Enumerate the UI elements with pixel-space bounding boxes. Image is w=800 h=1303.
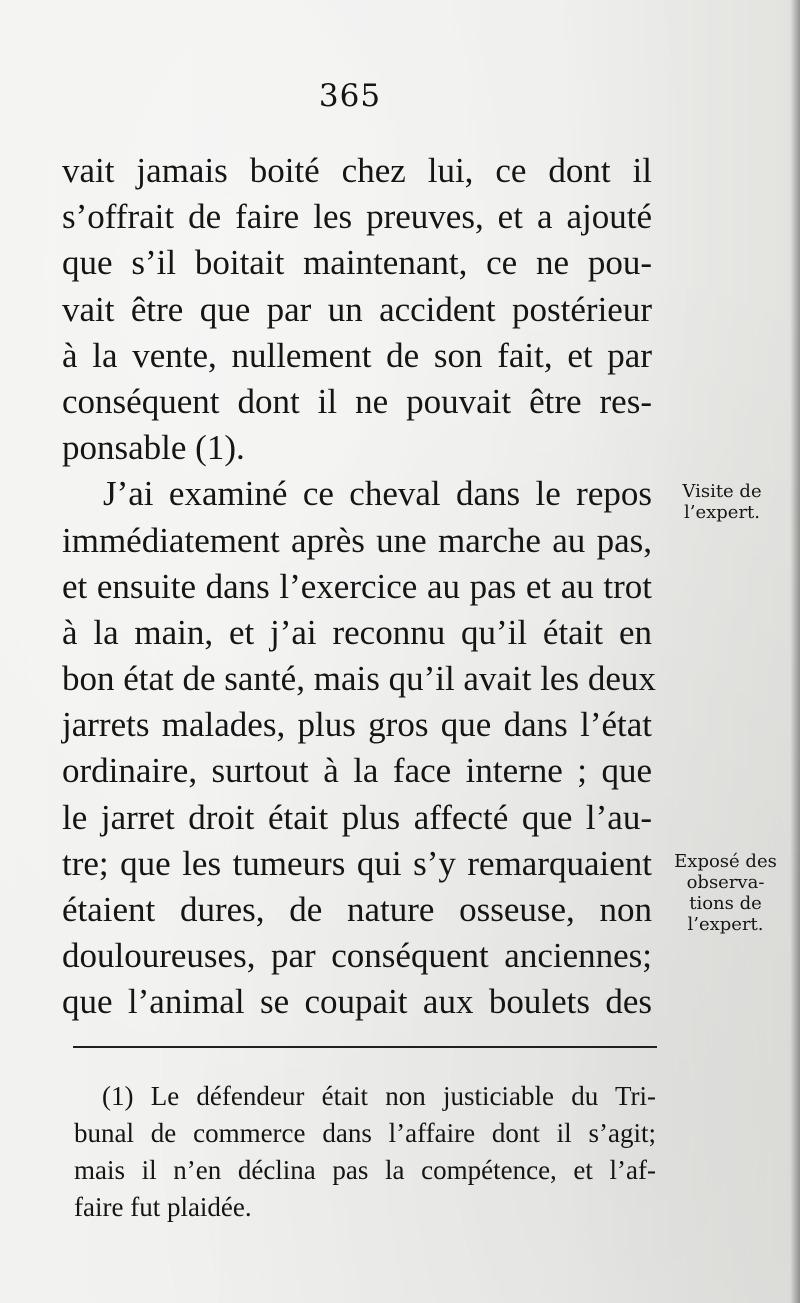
text-line: jarrets malades, plus gros que dans l’état [62, 705, 652, 745]
footnote-line: (1) Le défendeur était non justiciable du Tri- [102, 1081, 656, 1111]
page-edge-shadow [790, 0, 800, 1303]
text-line: étaient dures, de nature osseuse, non [62, 890, 652, 929]
text-line: vait être que par un accident postérieur [62, 289, 652, 329]
margin-note-visite [662, 481, 782, 523]
text-line: ordinaire, surtout à la face interne ; que [62, 751, 652, 791]
footnote-line: bunal de commerce dans l’affaire dont il s’agit; [74, 1118, 656, 1148]
margin-note-line: tions de [689, 893, 762, 914]
text-line: tre; que les tumeurs qui s’y remarquaient [62, 843, 652, 883]
text-line: bon état de santé, mais qu’il avait les deux [62, 659, 656, 699]
footnote-line: faire fut plaidée. [74, 1192, 252, 1222]
margin-note-line: observa- [686, 872, 765, 893]
text-line: que l’animal se coupait aux boulets des [62, 982, 652, 1022]
page-number: 365 [318, 78, 382, 114]
footnote-rule [73, 1046, 657, 1048]
text-line: le jarret droit était plus affecté que l’au- [62, 797, 652, 837]
footnote [74, 1078, 656, 1226]
margin-note-line: l’expert. [687, 914, 764, 935]
main-text [62, 148, 656, 1026]
text-line: vait jamais boité chez lui, ce dont il [62, 151, 652, 190]
margin-note-line: Visite de [682, 481, 762, 502]
text-line: s’offrait de faire les preuves, et a ajouté [62, 197, 652, 237]
margin-note-line: Exposé des [674, 851, 777, 872]
text-line: J’ai examiné ce cheval dans le repos [103, 474, 652, 514]
text-line: ponsable (1). [62, 428, 245, 468]
text-line: et ensuite dans l’exercice au pas et au trot [62, 566, 652, 606]
margin-note-line: l’expert. [683, 502, 761, 523]
text-line: que s’il boitait maintenant, ce ne pou- [62, 243, 652, 283]
text-line: immédiatement après une marche au pas, [62, 520, 652, 560]
text-line: à la vente, nullement de son fait, et par [62, 335, 652, 375]
text-line: douloureuses, par conséquent anciennes; [62, 936, 652, 976]
text-line: conséquent dont il ne pouvait être res- [62, 381, 652, 421]
margin-note-expose [658, 851, 793, 935]
footnote-line: mais il n’en déclina pas la compétence, et l’af- [74, 1155, 656, 1185]
text-line: à la main, et j’ai reconnu qu’il était en [62, 612, 652, 652]
